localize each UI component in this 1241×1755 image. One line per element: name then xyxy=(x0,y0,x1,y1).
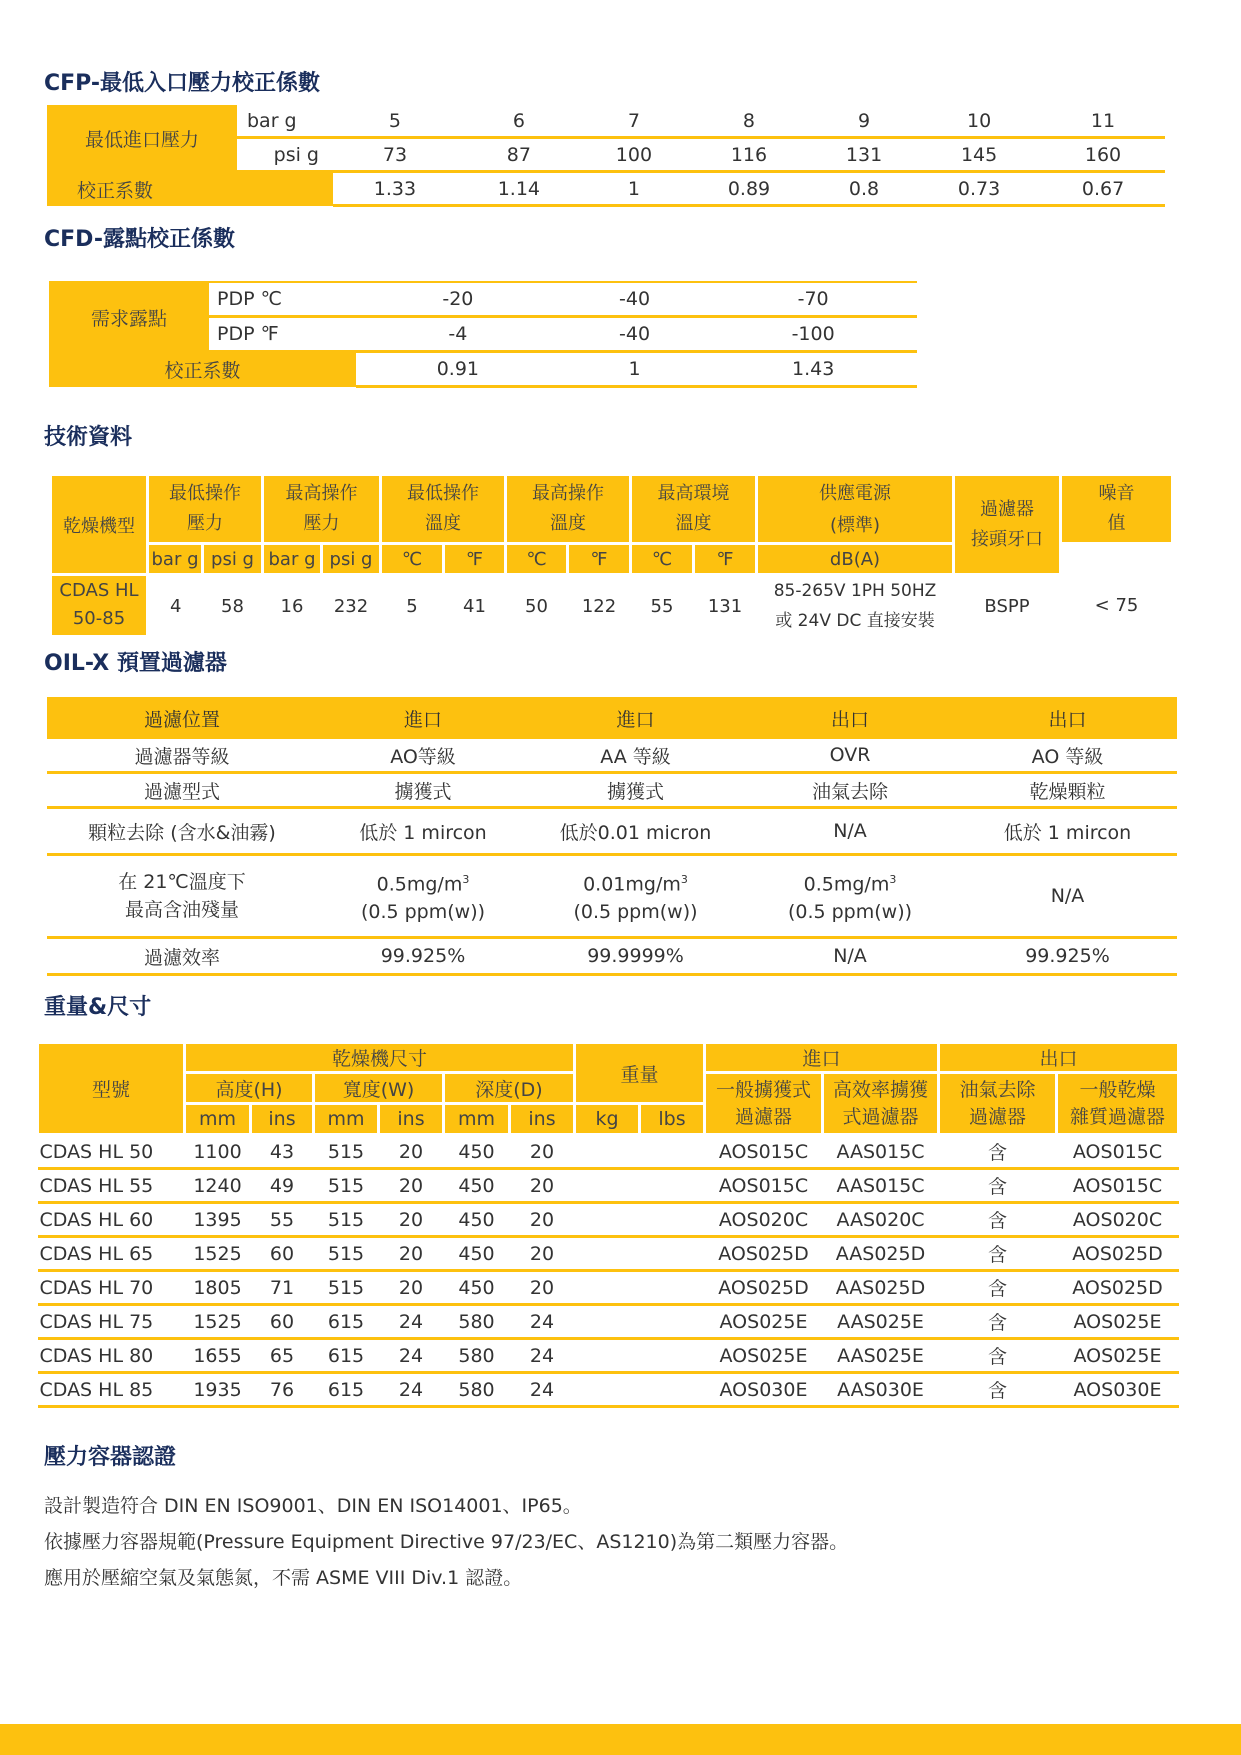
oilx-row-grade xyxy=(47,739,1177,773)
table-cell: 450 xyxy=(444,1237,510,1271)
table-cell: 515 xyxy=(314,1135,379,1169)
tech-connection: BSPP xyxy=(984,595,1030,617)
table-cell: AOS025D xyxy=(1057,1271,1179,1305)
cfp-heading: CFP-最低入口壓力校正係數 xyxy=(44,71,321,96)
dims-unit: ins xyxy=(510,1104,575,1135)
dims-h-depth: 深度(D) xyxy=(444,1073,575,1104)
table-cell: 20 xyxy=(379,1237,444,1271)
model-cell: CDAS HL 80 xyxy=(38,1339,185,1373)
cfp-factor-value: 0.8 xyxy=(811,172,917,206)
dims-h-inlet-1: 一般擄獲式 過濾器 xyxy=(705,1073,823,1135)
cfd-row-factor xyxy=(49,352,917,387)
pv-line: 依據壓力容器規範(Pressure Equipment Directive 97/23/EC、AS1210)為第二類壓力容器。 xyxy=(44,1531,849,1553)
oilx-oil-cell: $0.5mg/m^3$ (0.5 ppm(w)) xyxy=(317,855,529,938)
table-cell: 1395 xyxy=(185,1203,251,1237)
tech-model: CDAS HL 50-85 xyxy=(51,575,148,637)
oilx-label: 在 21℃溫度下 最高含油殘量 xyxy=(47,855,317,938)
table-cell xyxy=(575,1373,640,1407)
table-cell: AAS015C xyxy=(823,1169,939,1203)
table-cell: AAS025E xyxy=(823,1305,939,1339)
cfp-row-factor xyxy=(47,172,1165,206)
model-cell: CDAS HL 85 xyxy=(38,1373,185,1407)
table-cell: AOS020C xyxy=(705,1203,823,1237)
table-cell: 20 xyxy=(510,1237,575,1271)
cfp-psi-value: 87 xyxy=(457,138,581,172)
cfp-table xyxy=(47,105,1165,207)
table-cell: 580 xyxy=(444,1305,510,1339)
oilx-oil-cell: $0.5mg/m^3$ (0.5 ppm(w)) xyxy=(742,855,958,938)
oilx-row-particle xyxy=(47,808,1177,855)
table-cell: AOS015C xyxy=(1057,1135,1179,1169)
table-cell: 55 xyxy=(251,1203,314,1237)
oilx-cell: 低於 1 mircon xyxy=(958,808,1177,855)
tech-header-row-1 xyxy=(51,475,1173,544)
cfp-factor-value: 0.67 xyxy=(1041,172,1165,206)
pv-line: 設計製造符合 DIN EN ISO9001、DIN EN ISO14001、IP65。 xyxy=(44,1495,582,1517)
oilx-cell: 進口 xyxy=(403,708,442,731)
table-cell: 49 xyxy=(251,1169,314,1203)
tech-value: 232 xyxy=(333,595,369,617)
table-cell: 515 xyxy=(314,1169,379,1203)
oilx-label: 過濾型式 xyxy=(47,773,317,808)
table-cell: 515 xyxy=(314,1237,379,1271)
oilx-cell: N/A xyxy=(742,938,958,975)
table-cell xyxy=(640,1237,705,1271)
tech-unit: bar g xyxy=(263,544,322,575)
oilx-oil-cell: $0.01mg/m^3$ (0.5 ppm(w)) xyxy=(529,855,742,938)
table-cell xyxy=(575,1237,640,1271)
cfp-factor-value: 0.89 xyxy=(687,172,811,206)
table-cell: 76 xyxy=(251,1373,314,1407)
tech-value: 5 xyxy=(406,595,418,617)
cfp-factor-value: 1.33 xyxy=(333,172,457,206)
tech-h-min-temp: 最低操作 溫度 xyxy=(381,475,506,544)
tech-h-max-pressure: 最高操作 壓力 xyxy=(263,475,381,544)
table-cell: 含 xyxy=(939,1305,1057,1339)
tech-value: 58 xyxy=(221,595,244,617)
cfp-psi-value: 160 xyxy=(1041,138,1165,172)
oilx-cell: AO 等級 xyxy=(958,739,1177,773)
table-row xyxy=(38,1169,1179,1203)
table-cell: 含 xyxy=(939,1203,1057,1237)
table-cell: 1240 xyxy=(185,1169,251,1203)
oilx-label: 過濾器等級 xyxy=(47,739,317,773)
cfp-factor-value: 1 xyxy=(581,172,687,206)
tech-power: 85-265V 1PH 50HZ 或 24V DC 直接安裝 xyxy=(773,581,937,631)
table-cell: 20 xyxy=(379,1135,444,1169)
oilx-cell: OVR xyxy=(742,739,958,773)
table-cell: AOS025E xyxy=(705,1339,823,1373)
table-row xyxy=(38,1271,1179,1305)
tech-table xyxy=(49,473,1174,638)
oilx-cell: 乾燥顆粒 xyxy=(958,773,1177,808)
dims-h-outlet-1: 油氣去除 過濾器 xyxy=(939,1073,1057,1135)
table-cell: 43 xyxy=(251,1135,314,1169)
table-cell: 20 xyxy=(510,1169,575,1203)
table-cell: 580 xyxy=(444,1339,510,1373)
table-cell: 1655 xyxy=(185,1339,251,1373)
tech-h-connection: 過濾器 接頭牙口 xyxy=(954,475,1061,575)
dims-h-model: 型號 xyxy=(38,1043,185,1135)
oilx-cell: 擄獲式 xyxy=(317,773,529,808)
oilx-heading: OIL-X 預置過濾器 xyxy=(44,651,227,676)
dims-unit: lbs xyxy=(640,1104,705,1135)
oilx-cell: 低於0.01 micron xyxy=(529,808,742,855)
cfd-table xyxy=(49,281,917,388)
tech-heading: 技術資料 xyxy=(44,425,133,450)
table-cell: AAS030E xyxy=(823,1373,939,1407)
cfp-bar-value: 5 xyxy=(333,105,457,138)
table-cell: 24 xyxy=(510,1373,575,1407)
dims-h-outlet-2: 一般乾燥 雜質過濾器 xyxy=(1057,1073,1179,1135)
oilx-cell: 低於 1 mircon xyxy=(317,808,529,855)
dims-h-weight: 重量 xyxy=(575,1043,705,1104)
dims-header-row-1 xyxy=(38,1043,1179,1073)
cfd-f-value: -40 xyxy=(560,317,710,352)
cfd-unit-f: PDP ℉ xyxy=(209,317,356,352)
table-cell: 615 xyxy=(314,1305,379,1339)
cfd-dewpoint-label: 需求露點 xyxy=(49,282,209,352)
tech-unit: ℉ xyxy=(444,544,506,575)
dims-h-width: 寬度(W) xyxy=(314,1073,444,1104)
tech-unit: psi g xyxy=(322,544,381,575)
cfd-factor-label: 校正系數 xyxy=(49,352,356,387)
oilx-oil-cell: N/A xyxy=(958,855,1177,938)
cfp-psi-value: 73 xyxy=(333,138,457,172)
table-cell: 24 xyxy=(379,1305,444,1339)
table-cell: AOS025E xyxy=(1057,1339,1179,1373)
table-cell: AOS025E xyxy=(705,1305,823,1339)
tech-unit: ℃ xyxy=(381,544,444,575)
table-cell: 60 xyxy=(251,1237,314,1271)
oilx-row-type xyxy=(47,773,1177,808)
table-cell xyxy=(575,1339,640,1373)
cfp-factor-value: 1.14 xyxy=(457,172,581,206)
table-cell: AOS030E xyxy=(705,1373,823,1407)
table-cell xyxy=(640,1169,705,1203)
table-cell: 515 xyxy=(314,1203,379,1237)
oilx-cell: 出口 xyxy=(1048,708,1087,731)
model-cell: CDAS HL 65 xyxy=(38,1237,185,1271)
cfd-heading: CFD-露點校正係數 xyxy=(44,227,235,252)
table-cell: AAS025D xyxy=(823,1271,939,1305)
table-cell: 24 xyxy=(379,1373,444,1407)
oilx-label: 過濾位置 xyxy=(143,708,220,731)
oilx-label: 顆粒去除 (含水&油霧) xyxy=(47,808,317,855)
cfp-bar-value: 6 xyxy=(457,105,581,138)
cfp-row-bar xyxy=(47,105,1165,138)
table-row xyxy=(38,1373,1179,1407)
tech-unit: psi g xyxy=(203,544,263,575)
dims-h-height: 高度(H) xyxy=(185,1073,314,1104)
cfp-bar-value: 7 xyxy=(581,105,687,138)
tech-h-model: 乾燥機型 xyxy=(51,475,148,575)
table-row xyxy=(38,1339,1179,1373)
table-cell: 450 xyxy=(444,1135,510,1169)
table-cell: 515 xyxy=(314,1271,379,1305)
table-cell: AOS015C xyxy=(1057,1169,1179,1203)
cfp-pressure-label: 最低進口壓力 xyxy=(47,105,237,172)
tech-unit: ℃ xyxy=(506,544,568,575)
model-cell: CDAS HL 50 xyxy=(38,1135,185,1169)
table-cell: 1525 xyxy=(185,1305,251,1339)
table-cell xyxy=(575,1305,640,1339)
tech-h-max-temp: 最高操作 溫度 xyxy=(506,475,631,544)
oilx-label: 過濾效率 xyxy=(47,938,317,975)
cfd-c-value: -40 xyxy=(560,282,710,317)
cfp-bar-value: 11 xyxy=(1041,105,1165,138)
table-cell: 20 xyxy=(379,1169,444,1203)
dims-h-outlet: 出口 xyxy=(939,1043,1179,1073)
model-cell: CDAS HL 60 xyxy=(38,1203,185,1237)
model-cell: CDAS HL 55 xyxy=(38,1169,185,1203)
table-cell: AOS020C xyxy=(1057,1203,1179,1237)
table-cell: 含 xyxy=(939,1237,1057,1271)
table-cell: 24 xyxy=(379,1339,444,1373)
oilx-cell: 進口 xyxy=(616,708,655,731)
dims-unit: ins xyxy=(379,1104,444,1135)
table-cell: AAS025D xyxy=(823,1237,939,1271)
dims-h-size: 乾燥機尺寸 xyxy=(185,1043,575,1073)
cfp-bar-value: 9 xyxy=(811,105,917,138)
cfp-factor-value: 0.73 xyxy=(917,172,1041,206)
table-cell: 65 xyxy=(251,1339,314,1373)
table-cell: 20 xyxy=(379,1271,444,1305)
pv-heading: 壓力容器認證 xyxy=(44,1445,177,1470)
footer-bar xyxy=(0,1724,1241,1755)
table-cell xyxy=(640,1271,705,1305)
table-cell: 450 xyxy=(444,1203,510,1237)
table-cell: 615 xyxy=(314,1339,379,1373)
table-cell: 1805 xyxy=(185,1271,251,1305)
cfd-c-value: -20 xyxy=(356,282,560,317)
table-cell: 580 xyxy=(444,1373,510,1407)
table-cell: 24 xyxy=(510,1339,575,1373)
table-cell: 71 xyxy=(251,1271,314,1305)
oilx-row-efficiency xyxy=(47,938,1177,975)
table-row xyxy=(38,1237,1179,1271)
dims-table xyxy=(36,1041,1180,1408)
table-cell xyxy=(640,1305,705,1339)
cfp-bar-value: 8 xyxy=(687,105,811,138)
table-cell: 60 xyxy=(251,1305,314,1339)
table-cell xyxy=(640,1339,705,1373)
tech-value: 16 xyxy=(280,595,304,617)
table-cell: AAS025E xyxy=(823,1339,939,1373)
dims-body xyxy=(38,1135,1179,1407)
table-cell xyxy=(575,1169,640,1203)
table-cell: 含 xyxy=(939,1135,1057,1169)
table-cell: AOS025D xyxy=(705,1271,823,1305)
pv-text xyxy=(44,1488,848,1596)
table-cell xyxy=(640,1135,705,1169)
pv-line: 應用於壓縮空氣及氣態氮，不需 ASME VIII Div.1 認證。 xyxy=(44,1567,523,1589)
table-cell: AOS025E xyxy=(1057,1305,1179,1339)
cfp-psi-value: 100 xyxy=(581,138,687,172)
dims-h-inlet: 進口 xyxy=(705,1043,939,1073)
oilx-row-oil xyxy=(47,855,1177,938)
table-row xyxy=(38,1135,1179,1169)
table-cell: 450 xyxy=(444,1271,510,1305)
tech-data-row xyxy=(51,575,1173,637)
dims-unit: mm xyxy=(185,1104,251,1135)
cfd-factor-value: 0.91 xyxy=(356,352,560,387)
cfp-psi-value: 116 xyxy=(687,138,811,172)
table-cell: 450 xyxy=(444,1169,510,1203)
cfp-psi-value: 131 xyxy=(811,138,917,172)
cfd-unit-c: PDP ℃ xyxy=(209,282,356,317)
table-cell: 含 xyxy=(939,1169,1057,1203)
tech-h-min-pressure: 最低操作 壓力 xyxy=(148,475,263,544)
table-row xyxy=(38,1203,1179,1237)
model-cell: CDAS HL 70 xyxy=(38,1271,185,1305)
oilx-cell: 擄獲式 xyxy=(529,773,742,808)
cfd-f-value: -4 xyxy=(356,317,560,352)
table-cell: AOS025D xyxy=(1057,1237,1179,1271)
dims-unit: mm xyxy=(314,1104,379,1135)
cfd-factor-value: 1 xyxy=(560,352,710,387)
tech-unit: ℉ xyxy=(568,544,631,575)
oilx-cell: 油氣去除 xyxy=(742,773,958,808)
oilx-cell: AO等級 xyxy=(317,739,529,773)
oilx-cell: 99.9999% xyxy=(529,938,742,975)
model-cell: CDAS HL 75 xyxy=(38,1305,185,1339)
table-cell: 含 xyxy=(939,1339,1057,1373)
tech-value: 41 xyxy=(463,595,486,617)
cfp-unit-psi: psi g xyxy=(237,138,333,172)
table-cell xyxy=(640,1203,705,1237)
table-cell: 含 xyxy=(939,1373,1057,1407)
tech-unit: bar g xyxy=(148,544,203,575)
table-cell: AOS015C xyxy=(705,1135,823,1169)
table-cell: 1525 xyxy=(185,1237,251,1271)
table-cell: AOS015C xyxy=(705,1169,823,1203)
table-cell: 20 xyxy=(510,1203,575,1237)
table-cell: AOS025D xyxy=(705,1237,823,1271)
table-row xyxy=(38,1305,1179,1339)
tech-unit: ℃ xyxy=(631,544,694,575)
table-cell: AAS015C xyxy=(823,1135,939,1169)
dims-heading: 重量&尺寸 xyxy=(44,995,152,1020)
tech-h-power: 供應電源 (標準) xyxy=(757,475,954,544)
table-cell: 20 xyxy=(510,1135,575,1169)
cfd-c-value: -70 xyxy=(709,282,917,317)
oilx-cell: 出口 xyxy=(830,708,869,731)
cfd-row-c xyxy=(49,282,917,317)
tech-value: 131 xyxy=(707,595,743,617)
table-cell: 615 xyxy=(314,1373,379,1407)
cfd-f-value: -100 xyxy=(709,317,917,352)
cfp-unit-bar: bar g xyxy=(237,105,333,138)
dims-h-inlet-2: 高效率擄獲 式過濾器 xyxy=(823,1073,939,1135)
tech-value: 4 xyxy=(170,595,182,617)
tech-unit: ℉ xyxy=(694,544,757,575)
table-cell xyxy=(640,1373,705,1407)
tech-value: 122 xyxy=(581,595,617,617)
cfp-bar-value: 10 xyxy=(917,105,1041,138)
table-cell xyxy=(575,1135,640,1169)
tech-h-ambient: 最高環境 溫度 xyxy=(631,475,757,544)
table-cell xyxy=(575,1271,640,1305)
table-cell: AOS030E xyxy=(1057,1373,1179,1407)
tech-unit: dB(A) xyxy=(757,544,954,575)
table-cell xyxy=(575,1203,640,1237)
table-cell: 24 xyxy=(510,1305,575,1339)
table-cell: 含 xyxy=(939,1271,1057,1305)
oilx-cell: 99.925% xyxy=(958,938,1177,975)
table-cell: 1100 xyxy=(185,1135,251,1169)
oilx-cell: N/A xyxy=(742,808,958,855)
table-cell: AAS020C xyxy=(823,1203,939,1237)
cfp-factor-label: 校正系數 xyxy=(47,172,333,206)
oilx-cell: 99.925% xyxy=(317,938,529,975)
table-cell: 1935 xyxy=(185,1373,251,1407)
oilx-row-position xyxy=(47,697,1177,739)
oilx-cell: AA 等級 xyxy=(529,739,742,773)
dims-unit: kg xyxy=(575,1104,640,1135)
tech-h-noise: 噪音 值 xyxy=(1061,475,1173,544)
dims-unit: mm xyxy=(444,1104,510,1135)
cfd-factor-value: 1.43 xyxy=(709,352,917,387)
cfp-psi-value: 145 xyxy=(917,138,1041,172)
table-cell: 20 xyxy=(510,1271,575,1305)
tech-noise: < 75 xyxy=(1094,594,1139,616)
oilx-table xyxy=(47,697,1177,976)
dims-unit: ins xyxy=(251,1104,314,1135)
tech-value: 50 xyxy=(525,595,548,617)
table-cell: 20 xyxy=(379,1203,444,1237)
tech-value: 55 xyxy=(650,595,674,617)
